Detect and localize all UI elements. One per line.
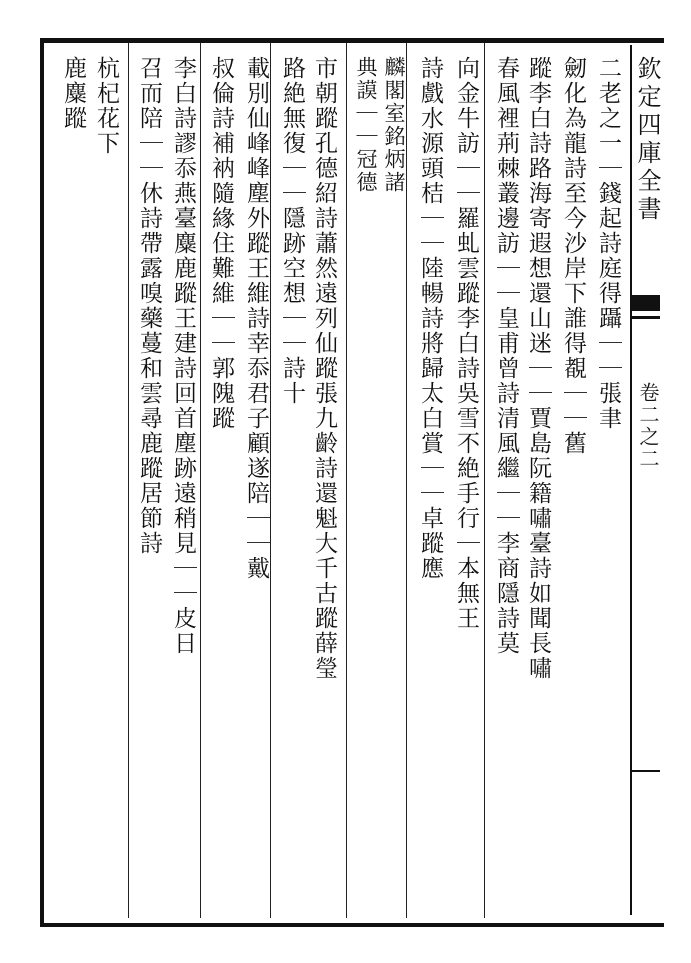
text-column: 路絶無復｜｜隱跡空想｜｜詩十: [279, 56, 305, 406]
text-column: 叔倫詩補衲隨緣住難維｜｜郭隗蹤: [208, 56, 234, 431]
text-column: 向金牛訪｜｜羅虬雲蹤李白詩吳雪不絶手行｜本無王: [453, 56, 479, 631]
fish-tail-mark: [630, 295, 660, 311]
text-column: 召而陪｜｜休詩帶露嗅藥蔓和雲尋鹿蹤居節詩: [136, 56, 162, 556]
book-title: 欽定四庫全書: [633, 56, 661, 224]
column-divider: [128, 43, 129, 918]
text-column: 典謨｜｜冠德: [354, 56, 378, 194]
text-column: 春風裡荊棘叢邊訪｜｜皇甫曾詩清風繼｜｜李商隱詩莫: [493, 56, 519, 656]
column-divider: [346, 43, 347, 918]
text-column: 蹤李白詩路海寄遐想還山迷｜｜賈島阮籍嘯臺詩如聞長嘯: [525, 56, 551, 681]
fish-tail-rule: [630, 316, 660, 319]
text-column: 麟閣室銘炳諸: [382, 56, 406, 194]
text-column: 鹿麋蹤: [60, 56, 86, 131]
margin-rule: [632, 770, 660, 772]
text-column: 杭杞花下: [93, 56, 119, 156]
text-column: 載別仙峰峰塵外蹤王維詩幸忝君子顧遂陪｜｜戴: [243, 56, 269, 581]
text-column: 劒化為龍詩至今沙岸下誰得覩｜｜舊: [560, 56, 586, 456]
text-column: 二老之一｜錢起詩庭得躡｜｜張聿: [595, 56, 621, 431]
text-column: 市朝蹤孔德紹詩蕭然遠列仙蹤張九齡詩還魁大千古蹤薛瑩: [311, 56, 337, 681]
text-column: 李白詩謬忝燕臺麋鹿蹤王建詩回首塵跡遠稍見｜｜皮日: [170, 56, 196, 656]
text-column: 詩戲水源頭桔｜｜陸暢詩將歸太白賞｜｜卓蹤應: [417, 56, 443, 581]
volume-label: 卷二之二: [636, 382, 660, 470]
column-divider: [484, 43, 485, 918]
